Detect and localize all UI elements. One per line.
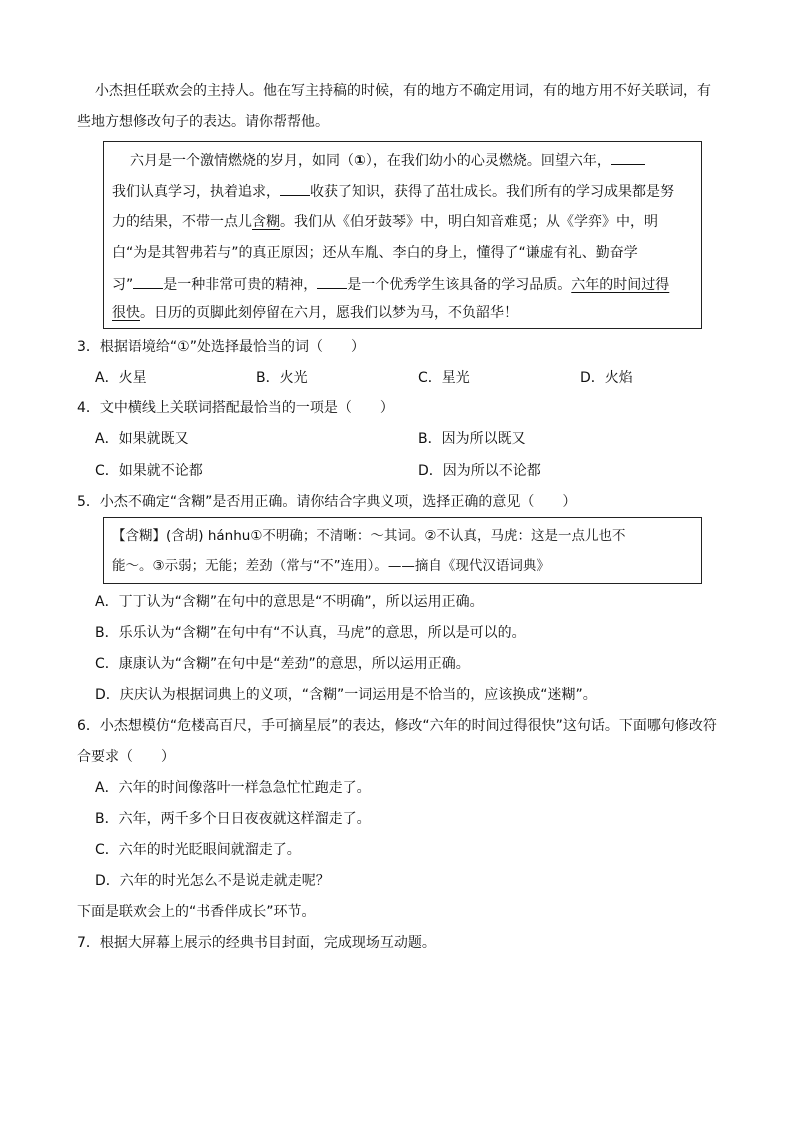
- q3-option-a: A．火星: [95, 370, 147, 386]
- q3-option-d: D．火焰: [580, 370, 633, 386]
- q6-option-a: A．六年的时间像落叶一样急急忙忙跑走了。: [95, 780, 371, 796]
- passage-line-6: 很快。日历的页脚此刻停留在六月，愿我们以梦为马，不负韶华！: [112, 305, 518, 321]
- underlined-word: 含糊: [252, 214, 280, 230]
- dictionary-line-1: 【含糊】(含胡) hánhu①不明确；不清晰：～其词。②不认真，马虎：这是一点儿也不: [112, 528, 626, 544]
- intro-line-1: 小杰担任联欢会的主持人。他在写主持稿的时候，有的地方不确定用词，有的地方用不好关联词，有: [95, 83, 711, 99]
- passage-line-3: 力的结果，不带一点儿含糊。我们从《伯牙鼓琴》中，明白知音难觅；从《学弈》中，明: [112, 214, 658, 230]
- passage-line-1: 六月是一个激情燃烧的岁月，如同（①），在我们幼小的心灵燃烧。回望六年，: [130, 150, 645, 171]
- question-6-stem-2: 合要求（ ）: [77, 749, 175, 765]
- q5-option-a: A．丁丁认为“含糊”在句中的意思是“不明确”，所以运用正确。: [95, 594, 484, 610]
- passage-line-2: 我们认真学习，执着追求， 收获了知识，获得了茁壮成长。我们所有的学习成果都是努: [112, 181, 674, 202]
- passage-line-4: 白“为是其智弗若与”的真正原因；还从车胤、李白的身上，懂得了“谦虚有礼、勤奋学: [112, 245, 638, 261]
- q4-option-c: C．如果就不论都: [95, 463, 203, 479]
- q3-option-b: B．火光: [256, 370, 308, 386]
- q6-option-c: C．六年的时光眨眼间就溜走了。: [95, 842, 301, 858]
- fill-blank: [133, 274, 163, 289]
- question-6-stem-1: 6．小杰想模仿“危楼高百尺，手可摘星辰”的表达，修改“六年的时间过得很快”这句话。下面哪句修改符: [77, 718, 717, 734]
- question-7-stem: 7．根据大屏幕上展示的经典书目封面，完成现场互动题。: [77, 935, 436, 951]
- underlined-sentence-end: 很快: [112, 305, 140, 321]
- intro-line-2: 些地方想修改句子的表达。请你帮帮他。: [77, 114, 329, 130]
- q4-option-d: D．因为所以不论都: [418, 463, 541, 479]
- fill-blank: [611, 150, 645, 165]
- q6-option-d: D．六年的时光怎么不是说走就走呢？: [95, 873, 330, 889]
- q4-option-a: A．如果就既又: [95, 431, 189, 447]
- section-heading: 下面是联欢会上的“书香伴成长”环节。: [77, 904, 316, 920]
- question-4-stem: 4．文中横线上关联词搭配最恰当的一项是（ ）: [77, 400, 394, 416]
- q3-option-c: C．星光: [418, 370, 470, 386]
- q5-option-c: C．康康认为“含糊”在句中是“差劲”的意思，所以运用正确。: [95, 656, 470, 672]
- passage-line-5: 习” 是一种非常可贵的精神， 是一个优秀学生该具备的学习品质。六年的时间过得: [112, 274, 669, 295]
- underlined-sentence: 六年的时间过得: [571, 277, 670, 293]
- q5-option-d: D．庆庆认为根据词典上的义项，“含糊”一词运用是不恰当的，应该换成“迷糊”。: [95, 687, 597, 703]
- question-5-stem: 5．小杰不确定“含糊”是否用正确。请你结合字典义项，选择正确的意见（ ）: [77, 494, 577, 510]
- question-3-stem: 3．根据语境给“①”处选择最恰当的词（ ）: [77, 339, 365, 355]
- q6-option-b: B．六年，两千多个日日夜夜就这样溜走了。: [95, 811, 371, 827]
- fill-blank: [317, 274, 347, 289]
- fill-blank: [280, 181, 310, 196]
- q5-option-b: B．乐乐认为“含糊”在句中有“不认真，马虎”的意思，所以是可以的。: [95, 625, 526, 641]
- dictionary-line-2: 能～。③示弱；无能；差劲（常与“不”连用）。——摘自《现代汉语词典》: [112, 558, 550, 574]
- q4-option-b: B．因为所以既又: [418, 431, 526, 447]
- blank-marker-1: ①: [354, 153, 366, 169]
